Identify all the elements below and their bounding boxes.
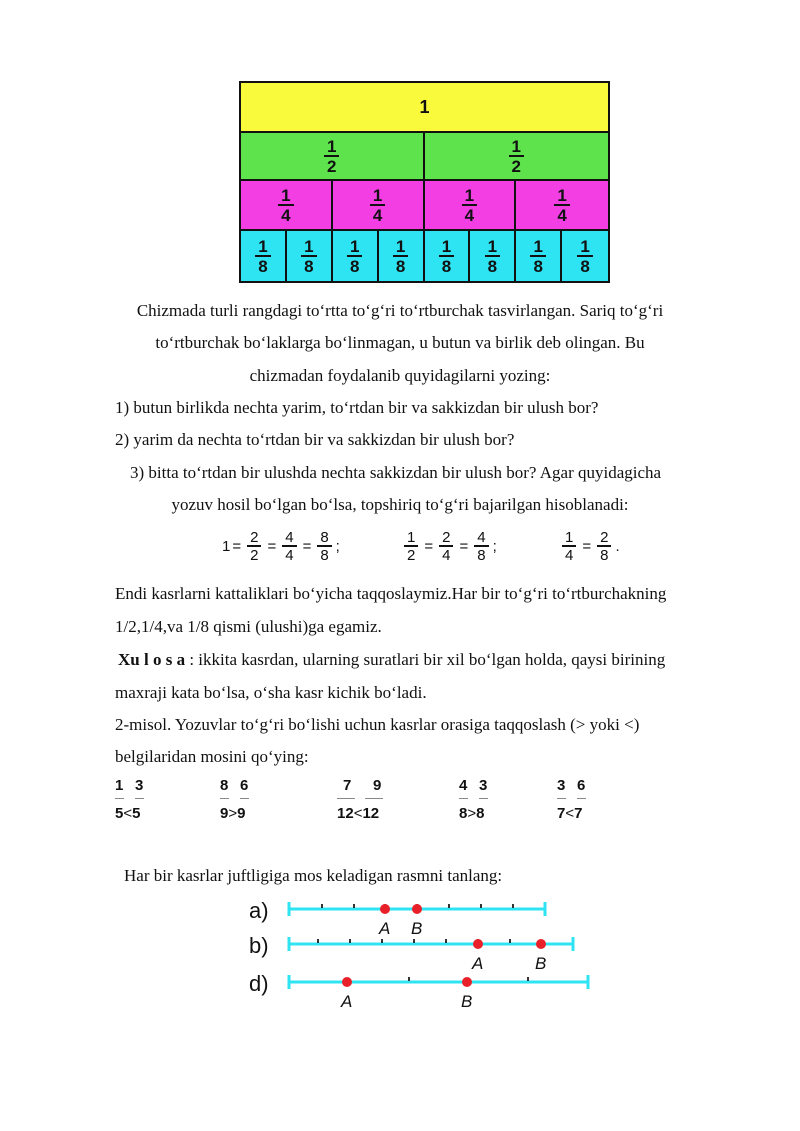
point-a — [380, 904, 390, 914]
comparison-numerator-a: 8 — [220, 777, 229, 794]
wall-cell-quarter: $\frac{1}{4}$ — [516, 181, 608, 229]
comparison-item — [337, 777, 407, 823]
point-b-label: B — [535, 954, 547, 973]
misol-line1: 2-misol. Yozuvlar to‘g‘ri bo‘lishi uchun kasrlar orasiga taqqoslash (> yoki <) — [115, 715, 640, 734]
wall-cell-eighth: $\frac{1}{8}$ — [516, 231, 562, 281]
comparison-numerator-a: 3 — [557, 777, 566, 794]
comparison-numerator-b: 6 — [577, 777, 586, 794]
point-a-label: A — [379, 919, 391, 938]
wall-cell-whole: 1 — [419, 96, 430, 117]
para2-line2: 1/2,1/4,va 1/8 qismi (ulushi)ga egamiz. — [115, 617, 382, 636]
conclusion-text: : ikkita kasrdan, ularning suratlari bir xil bo‘lgan holda, qaysi birining — [185, 650, 666, 669]
para1-line3: chizmadan foydalanib quyidagilarni yozing: — [249, 366, 551, 385]
equation-2: $\frac{1}{2}$ = $\frac{2}{4}$ = $\frac{4}{8}$ ; — [400, 530, 497, 563]
numberline-label: a) — [249, 898, 269, 923]
point-b — [462, 977, 472, 987]
comparison-item — [557, 777, 627, 823]
comparison-numerator-a: 7 — [343, 777, 352, 794]
comparison-numerator-b: 3 — [135, 777, 144, 794]
eq1-frac1: $\frac{2}{2}$ — [247, 530, 261, 563]
eq3-end: . — [615, 538, 620, 555]
wall-row-halves — [241, 133, 608, 179]
comparison-operator[interactable]: < — [353, 805, 363, 822]
conclusion-line1 — [118, 651, 665, 668]
question-3-line1: 3) bitta to‘rtdan bir ulushda nechta sakkizdan bir ulush bor? Agar quyidagicha — [130, 463, 662, 482]
wall-row-eighths — [241, 231, 608, 281]
point-a-label: A — [341, 992, 353, 1011]
wall-cell-quarter: $\frac{1}{4}$ — [333, 181, 425, 229]
number-lines — [245, 895, 595, 1015]
wall-cell-eighth: $\frac{1}{8}$ — [287, 231, 333, 281]
choose-instruction: Har bir kasrlar juftligiga mos keladigan rasmni tanlang: — [124, 866, 503, 885]
comparison-numerator-a: 4 — [459, 777, 468, 794]
comparison-numerator-b: 3 — [479, 777, 488, 794]
comparison-numerator-b: 6 — [240, 777, 249, 794]
eq1-frac3: $\frac{8}{8}$ — [317, 530, 331, 563]
question-1: 1) butun birlikda nechta yarim, to‘rtdan bir va sakkizdan bir ulush bor? — [115, 398, 599, 417]
eq1-lead: 1 — [222, 538, 231, 555]
comparison-operator[interactable]: < — [123, 805, 133, 822]
para1-line2: to‘rtburchak bo‘laklarga bo‘linmagan, u butun va birlik deb olingan. Bu — [155, 333, 645, 352]
comparison-operator[interactable]: > — [228, 805, 238, 822]
misol-line2: belgilaridan mosini qo‘ying: — [115, 747, 309, 766]
point-a — [473, 939, 483, 949]
conclusion-line2: maxraji kata bo‘lsa, o‘sha kasr kichik bo‘ladi. — [115, 683, 427, 702]
comparison-denominators: 5<5 — [115, 805, 141, 822]
point-b — [412, 904, 422, 914]
wall-cell-eighth: $\frac{1}{8}$ — [333, 231, 379, 281]
question-3-line2: yozuv hosil bo‘lgan bo‘lsa, topshiriq to‘g‘ri bajarilgan hisoblanadi: — [171, 495, 629, 514]
eq2-end: ; — [492, 538, 497, 555]
point-b-label: B — [411, 919, 423, 938]
eq2-frac3: $\frac{4}{8}$ — [474, 530, 488, 563]
comparison-operator[interactable]: < — [565, 805, 575, 822]
comparison-item — [459, 777, 529, 823]
wall-row-whole — [241, 83, 608, 131]
equation-1: 1 = $\frac{2}{2}$ = $\frac{4}{4}$ = $\frac{8}{8}$ ; — [222, 529, 340, 564]
wall-cell-eighth: $\frac{1}{8}$ — [379, 231, 425, 281]
wall-cell-eighth: $\frac{1}{8}$ — [425, 231, 471, 281]
point-a-label: A — [472, 954, 484, 973]
comparison-item — [220, 777, 290, 823]
comparison-numerator-a: 1 — [115, 777, 124, 794]
wall-cell-half: $\frac{1}{2}$ — [241, 133, 425, 179]
eq3-frac1: $\frac{1}{4}$ — [562, 530, 576, 563]
comparison-numerator-b: 9 — [373, 777, 382, 794]
wall-cell-quarter: $\frac{1}{4}$ — [241, 181, 333, 229]
eq1-end: ; — [335, 538, 340, 555]
wall-cell-eighth: $\frac{1}{8}$ — [562, 231, 608, 281]
question-2: 2) yarim da nechta to‘rtdan bir va sakkizdan bir ulush bor? — [115, 430, 515, 449]
point-a — [342, 977, 352, 987]
wall-row-quarters — [241, 181, 608, 229]
point-b — [536, 939, 546, 949]
wall-cell-half: $\frac{1}{2}$ — [425, 133, 609, 179]
numberline-label: b) — [249, 933, 269, 958]
wall-cell-quarter: $\frac{1}{4}$ — [425, 181, 517, 229]
comparison-denominators: 8>8 — [459, 805, 485, 822]
equation-3: $\frac{1}{4}$ = $\frac{2}{8}$ . — [558, 530, 620, 563]
eq2-frac2: $\frac{2}{4}$ — [439, 530, 453, 563]
para2-line1: Endi kasrlarni kattaliklari bo‘yicha taqqoslaymiz.Har bir to‘g‘ri to‘rtburchakning — [115, 584, 667, 603]
fraction-wall — [239, 81, 610, 283]
comparison-item — [115, 777, 185, 823]
conclusion-title: Xu l o s a — [118, 650, 186, 669]
comparison-denominators: 7<7 — [557, 805, 583, 822]
eq3-frac2: $\frac{2}{8}$ — [597, 530, 611, 563]
para1-line1: Chizmada turli rangdagi to‘rtta to‘g‘ri to‘rtburchak tasvirlangan. Sariq to‘g‘ri — [136, 301, 664, 320]
eq1-frac2: $\frac{4}{4}$ — [282, 530, 296, 563]
comparison-denominators: 12<12 — [337, 805, 380, 822]
comparison-denominators: 9>9 — [220, 805, 246, 822]
comparison-operator[interactable]: > — [467, 805, 477, 822]
eq2-frac1: $\frac{1}{2}$ — [404, 530, 418, 563]
wall-cell-eighth: $\frac{1}{8}$ — [470, 231, 516, 281]
point-b-label: B — [461, 992, 473, 1011]
numberline-label: d) — [249, 971, 269, 996]
wall-cell-eighth: $\frac{1}{8}$ — [241, 231, 287, 281]
